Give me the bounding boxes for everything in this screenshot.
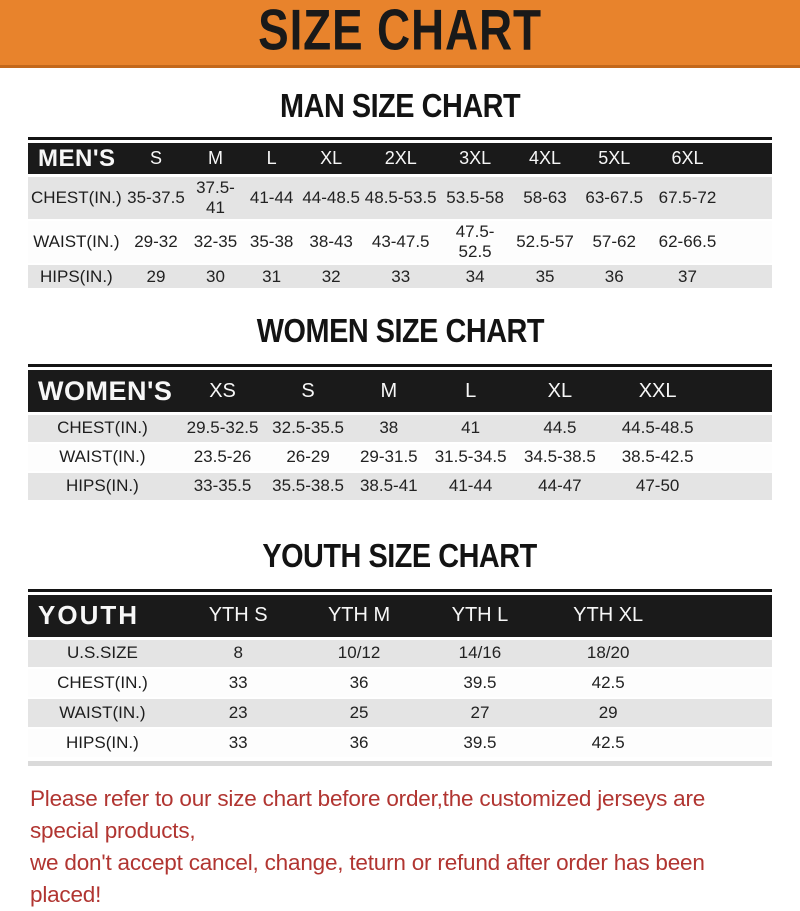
- size-value: 39.5: [419, 728, 542, 758]
- men-section-heading: [0, 88, 800, 124]
- row-label: WAIST(IN.): [28, 220, 125, 264]
- youth-chest-row: [28, 668, 772, 698]
- size-value: 44-47: [512, 472, 609, 501]
- size-value: 57-62: [579, 220, 650, 264]
- women-col-header: XXL: [608, 370, 772, 414]
- size-value: 33: [363, 264, 439, 289]
- size-value: 23: [177, 698, 300, 728]
- youth-table-label: YOUTH: [28, 595, 177, 639]
- size-value: 34: [439, 264, 512, 289]
- size-value: 44.5: [512, 414, 609, 443]
- banner-title: SIZE CHART: [258, 0, 542, 62]
- women-hips-row: [28, 472, 772, 501]
- men-chest-row: [28, 176, 772, 221]
- size-value: 33: [177, 668, 300, 698]
- women-size-table: [28, 370, 772, 502]
- youth-section-heading: [0, 538, 800, 574]
- men-hips-row: [28, 264, 772, 289]
- women-section-heading: [0, 313, 800, 349]
- size-value: 37: [650, 264, 772, 289]
- size-value: 38.5-41: [348, 472, 430, 501]
- women-col-header: XS: [177, 370, 269, 414]
- size-value: 52.5-57: [512, 220, 579, 264]
- youth-header-row: [28, 595, 772, 639]
- men-col-header: S: [125, 143, 187, 176]
- men-section-heading-text: MAN SIZE CHART: [279, 86, 521, 125]
- size-value: 48.5-53.5: [363, 176, 439, 221]
- women-waist-row: [28, 443, 772, 472]
- size-value: 41: [430, 414, 512, 443]
- women-col-header: XL: [512, 370, 609, 414]
- women-table-label: WOMEN'S: [28, 370, 177, 414]
- youth-waist-row: [28, 698, 772, 728]
- women-col-header: L: [430, 370, 512, 414]
- size-value: 36: [579, 264, 650, 289]
- size-value: 63-67.5: [579, 176, 650, 221]
- men-header-row: [28, 143, 772, 176]
- women-header-row: [28, 370, 772, 414]
- size-value: 44.5-48.5: [608, 414, 772, 443]
- youth-size-table: [28, 595, 772, 760]
- men-waist-row: [28, 220, 772, 264]
- men-col-header: 3XL: [439, 143, 512, 176]
- size-value: 36: [300, 728, 419, 758]
- women-col-header: M: [348, 370, 430, 414]
- men-size-table-wrap: [28, 137, 772, 290]
- size-value: 18/20: [541, 638, 772, 668]
- size-value: 30: [187, 264, 244, 289]
- row-label: HIPS(IN.): [28, 264, 125, 289]
- men-col-header: 5XL: [579, 143, 650, 176]
- size-value: 29: [125, 264, 187, 289]
- men-col-header: XL: [300, 143, 363, 176]
- size-value: 67.5-72: [650, 176, 772, 221]
- row-label: HIPS(IN.): [28, 472, 177, 501]
- row-label: HIPS(IN.): [28, 728, 177, 758]
- row-label: CHEST(IN.): [28, 414, 177, 443]
- size-value: 29.5-32.5: [177, 414, 269, 443]
- size-value: 37.5-41: [187, 176, 244, 221]
- size-value: 29-31.5: [348, 443, 430, 472]
- youth-col-header: YTH S: [177, 595, 300, 639]
- size-value: 36: [300, 668, 419, 698]
- row-label: WAIST(IN.): [28, 698, 177, 728]
- youth-table-bottom-edge: [28, 761, 772, 766]
- row-label: WAIST(IN.): [28, 443, 177, 472]
- size-value: 53.5-58: [439, 176, 512, 221]
- size-value: 35-37.5: [125, 176, 187, 221]
- youth-col-header: YTH L: [419, 595, 542, 639]
- youth-hips-row: [28, 728, 772, 758]
- women-chest-row: [28, 414, 772, 443]
- men-col-header: 6XL: [650, 143, 772, 176]
- size-value: 35: [512, 264, 579, 289]
- size-value: 43-47.5: [363, 220, 439, 264]
- size-value: 10/12: [300, 638, 419, 668]
- size-value: 31: [244, 264, 300, 289]
- men-table-label: MEN'S: [28, 143, 125, 176]
- size-value: 41-44: [430, 472, 512, 501]
- size-chart-banner: [0, 0, 800, 68]
- size-value: 47-50: [608, 472, 772, 501]
- youth-ussize-row: [28, 638, 772, 668]
- youth-col-header: YTH M: [300, 595, 419, 639]
- men-col-header: M: [187, 143, 244, 176]
- size-value: 29: [541, 698, 772, 728]
- size-value: 33-35.5: [177, 472, 269, 501]
- men-col-header: 2XL: [363, 143, 439, 176]
- women-size-table-wrap: [28, 364, 772, 502]
- size-value: 23.5-26: [177, 443, 269, 472]
- row-label: CHEST(IN.): [28, 176, 125, 221]
- size-value: 38.5-42.5: [608, 443, 772, 472]
- size-value: 38: [348, 414, 430, 443]
- women-section-heading-text: WOMEN SIZE CHART: [256, 311, 544, 350]
- size-value: 42.5: [541, 728, 772, 758]
- size-value: 62-66.5: [650, 220, 772, 264]
- men-size-table: [28, 143, 772, 290]
- size-value: 58-63: [512, 176, 579, 221]
- youth-section-heading-text: YOUTH SIZE CHART: [262, 536, 538, 574]
- size-value: 33: [177, 728, 300, 758]
- size-value: 41-44: [244, 176, 300, 221]
- size-value: 39.5: [419, 668, 542, 698]
- size-value: 31.5-34.5: [430, 443, 512, 472]
- size-value: 32-35: [187, 220, 244, 264]
- size-value: 32.5-35.5: [268, 414, 348, 443]
- size-value: 42.5: [541, 668, 772, 698]
- size-value: 47.5-52.5: [439, 220, 512, 264]
- youth-col-header: YTH XL: [541, 595, 772, 639]
- size-value: 29-32: [125, 220, 187, 264]
- size-value: 38-43: [300, 220, 363, 264]
- disclaimer-line-2: we don't accept cancel, change, teturn or refund after order has been placed!: [30, 849, 705, 907]
- size-value: 35.5-38.5: [268, 472, 348, 501]
- disclaimer-line-1: Please refer to our size chart before order,the customized jerseys are special products,: [30, 786, 706, 843]
- size-value: 26-29: [268, 443, 348, 472]
- men-col-header: L: [244, 143, 300, 176]
- size-value: 44-48.5: [300, 176, 363, 221]
- women-col-header: S: [268, 370, 348, 414]
- size-value: 34.5-38.5: [512, 443, 609, 472]
- size-value: 14/16: [419, 638, 542, 668]
- men-col-header: 4XL: [512, 143, 579, 176]
- size-value: 8: [177, 638, 300, 668]
- row-label: CHEST(IN.): [28, 668, 177, 698]
- size-value: 35-38: [244, 220, 300, 264]
- size-value: 25: [300, 698, 419, 728]
- disclaimer-note: [30, 783, 772, 911]
- size-value: 32: [300, 264, 363, 289]
- row-label: U.S.SIZE: [28, 638, 177, 668]
- size-value: 27: [419, 698, 542, 728]
- youth-size-table-wrap: [28, 589, 772, 760]
